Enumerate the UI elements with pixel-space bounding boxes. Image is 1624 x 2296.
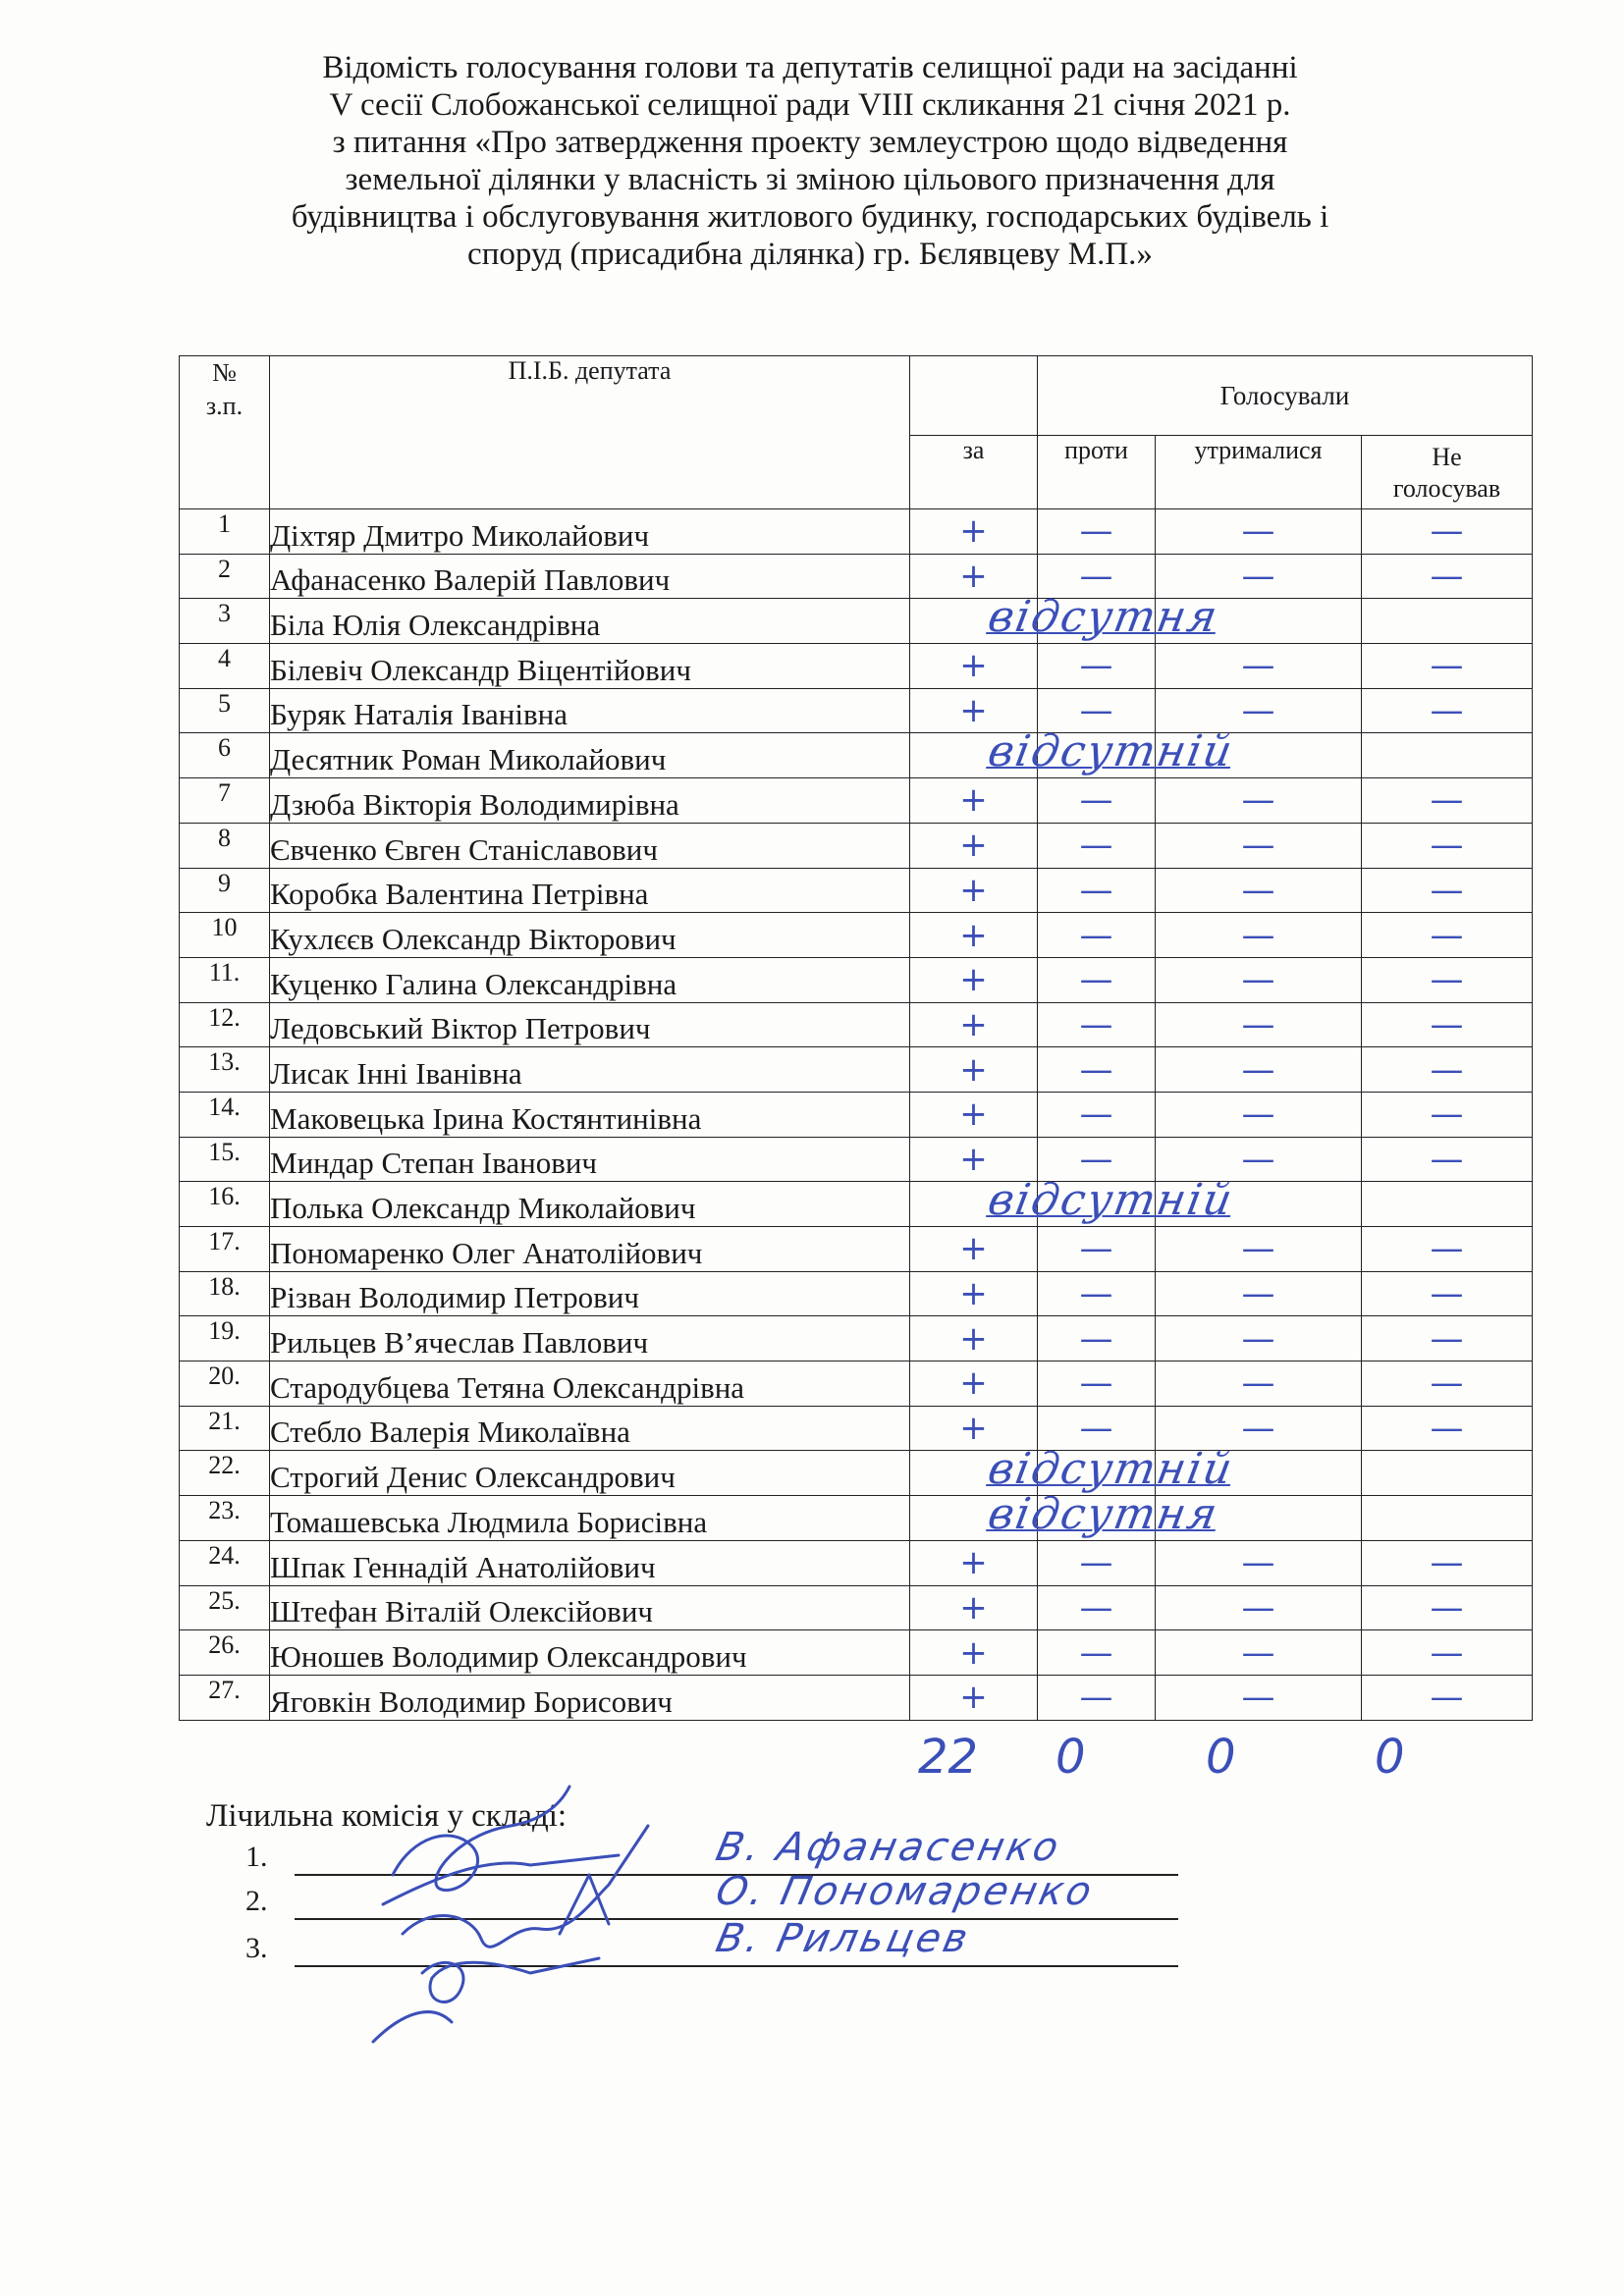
absence-note: відсутній: [984, 726, 1238, 777]
table-row: [180, 1137, 1533, 1182]
vote-not-voted-cell: —: [1362, 1227, 1533, 1272]
deputy-name: Миндар Степан Іванович: [270, 1137, 910, 1182]
vote-abstained-cell: —: [1156, 1092, 1362, 1137]
vote-against-cell: —: [1038, 644, 1156, 689]
table-row: [180, 913, 1533, 958]
vote-against-cell: —: [1038, 823, 1156, 868]
vote-not-voted-cell: —: [1362, 644, 1533, 689]
vote-not-voted-cell: —: [1362, 1630, 1533, 1676]
total-abstained: 0: [1206, 1730, 1236, 1785]
vote-not-voted-cell: —: [1362, 778, 1533, 824]
table-row: [180, 823, 1533, 868]
voting-rows: [180, 509, 1533, 1721]
row-number: 11.: [180, 957, 270, 1002]
table-row: [180, 1047, 1533, 1093]
header-not-voted: Не голосував: [1362, 436, 1533, 509]
total-for: 22: [918, 1730, 979, 1785]
member-number: 2.: [245, 1885, 268, 1917]
vote-abstained-cell: —: [1156, 1585, 1362, 1630]
vote-not-voted-cell: —: [1362, 957, 1533, 1002]
deputy-name: Ледовський Віктор Петрович: [270, 1002, 910, 1047]
deputy-name: Білевіч Олександр Віцентійович: [270, 644, 910, 689]
table-row: [180, 778, 1533, 824]
absence-note: відсутня: [984, 1489, 1223, 1540]
vote-not-voted-cell: [1362, 1182, 1533, 1227]
vote-not-voted-cell: [1362, 1496, 1533, 1541]
row-number: 8: [180, 823, 270, 868]
vote-abstained-cell: —: [1156, 1316, 1362, 1362]
member-signed-name: В. Рильцев: [712, 1916, 975, 1961]
vote-not-voted-cell: —: [1362, 1137, 1533, 1182]
vote-abstained-cell: —: [1156, 1271, 1362, 1316]
vote-not-voted-cell: —: [1362, 1406, 1533, 1451]
member-number: 3.: [245, 1932, 268, 1964]
table-row: [180, 1675, 1533, 1720]
vote-against-cell: [1038, 1496, 1156, 1541]
vote-not-voted-cell: —: [1362, 1271, 1533, 1316]
table-row: [180, 554, 1533, 599]
vote-abstained-cell: [1156, 1182, 1362, 1227]
header-voted: Голосували: [1038, 356, 1533, 436]
vote-for-cell: +: [910, 1630, 1038, 1676]
vote-against-cell: —: [1038, 1540, 1156, 1585]
vote-for-cell: +: [910, 957, 1038, 1002]
vote-abstained-cell: —: [1156, 1540, 1362, 1585]
vote-against-cell: —: [1038, 1092, 1156, 1137]
vote-for-cell: +: [910, 1540, 1038, 1585]
row-number: 15.: [180, 1137, 270, 1182]
deputy-name: Стебло Валерія Миколаївна: [270, 1406, 910, 1451]
vote-not-voted-cell: —: [1362, 868, 1533, 913]
deputy-name: Маковецька Ірина Костянтинівна: [270, 1092, 910, 1137]
vote-abstained-cell: —: [1156, 868, 1362, 913]
vote-against-cell: —: [1038, 1002, 1156, 1047]
member-signed-name: В. Афанасенко: [712, 1825, 1065, 1870]
row-number: 10: [180, 913, 270, 958]
title-line: V сесії Слобожанської селищної ради VIII скликання 21 січня 2021 р.: [329, 87, 1291, 123]
table-row: [180, 1362, 1533, 1407]
vote-not-voted-cell: —: [1362, 1675, 1533, 1720]
row-number: 3: [180, 599, 270, 644]
vote-abstained-cell: —: [1156, 1137, 1362, 1182]
vote-abstained-cell: —: [1156, 778, 1362, 824]
vote-abstained-cell: —: [1156, 957, 1362, 1002]
row-number: 5: [180, 688, 270, 733]
vote-against-cell: —: [1038, 1585, 1156, 1630]
row-number: 7: [180, 778, 270, 824]
title-line: споруд (присадибна ділянка) гр. Бєлявцеву М.П.»: [467, 237, 1153, 272]
table-row: [180, 733, 1533, 778]
deputy-name: Різван Володимир Петрович: [270, 1271, 910, 1316]
vote-not-voted-cell: —: [1362, 1316, 1533, 1362]
header-for: за: [910, 436, 1038, 509]
row-number: 19.: [180, 1316, 270, 1362]
vote-against-cell: —: [1038, 957, 1156, 1002]
row-number: 14.: [180, 1092, 270, 1137]
document-title: [177, 49, 1443, 273]
vote-abstained-cell: [1156, 599, 1362, 644]
vote-abstained-cell: —: [1156, 823, 1362, 868]
vote-for-cell: +: [910, 554, 1038, 599]
vote-abstained-cell: —: [1156, 1675, 1362, 1720]
member-number: 1.: [245, 1841, 268, 1873]
deputy-name: Євченко Євген Станіславович: [270, 823, 910, 868]
vote-abstained-cell: —: [1156, 913, 1362, 958]
deputy-name: Яговкін Володимир Борисович: [270, 1675, 910, 1720]
vote-for-cell: [910, 726, 1238, 778]
table-row: [180, 1227, 1533, 1272]
vote-not-voted-cell: —: [1362, 913, 1533, 958]
table-row: [180, 1182, 1533, 1227]
vote-against-cell: —: [1038, 868, 1156, 913]
table-row: [180, 1540, 1533, 1585]
absence-note: відсутня: [984, 592, 1223, 643]
header-number: № з.п.: [180, 356, 270, 509]
vote-against-cell: —: [1038, 778, 1156, 824]
vote-not-voted-cell: —: [1362, 1002, 1533, 1047]
vote-for-cell: [910, 1489, 1223, 1541]
table-row: [180, 1271, 1533, 1316]
deputy-name: Куценко Галина Олександрівна: [270, 957, 910, 1002]
vote-for-cell: +: [910, 1316, 1038, 1362]
row-number: 24.: [180, 1540, 270, 1585]
total-not-voted: 0: [1375, 1730, 1405, 1785]
vote-for-cell: +: [910, 1092, 1038, 1137]
deputy-name: Десятник Роман Миколайович: [270, 733, 910, 778]
vote-against-cell: [1038, 1182, 1156, 1227]
row-number: 25.: [180, 1585, 270, 1630]
row-number: 12.: [180, 1002, 270, 1047]
header-abstained: утрималися: [1156, 436, 1362, 509]
vote-against-cell: —: [1038, 913, 1156, 958]
deputy-name: Строгий Денис Олександрович: [270, 1451, 910, 1496]
table-row: [180, 1002, 1533, 1047]
deputy-name: Дзюба Вікторія Володимирівна: [270, 778, 910, 824]
row-number: 27.: [180, 1675, 270, 1720]
deputy-name: Пономаренко Олег Анатолійович: [270, 1227, 910, 1272]
vote-against-cell: —: [1038, 688, 1156, 733]
title-line: будівництва і обслуговування житлового будинку, господарських будівель і: [291, 199, 1329, 235]
vote-for-cell: +: [910, 1271, 1038, 1316]
vote-not-voted-cell: —: [1362, 1047, 1533, 1093]
vote-abstained-cell: —: [1156, 509, 1362, 555]
vote-against-cell: —: [1038, 1675, 1156, 1720]
vote-abstained-cell: —: [1156, 1227, 1362, 1272]
vote-against-cell: —: [1038, 1406, 1156, 1451]
deputy-name: Штефан Віталій Олексійович: [270, 1585, 910, 1630]
header-blank: [910, 356, 1038, 436]
absence-note: відсутній: [984, 1175, 1238, 1226]
vote-for-cell: +: [910, 1047, 1038, 1093]
vote-not-voted-cell: —: [1362, 1092, 1533, 1137]
title-line: з питання «Про затвердження проекту землеустрою щодо відведення: [332, 125, 1288, 160]
commission-label: Лічильна комісія у складі:: [206, 1798, 568, 1834]
deputy-name: Коробка Валентина Петрівна: [270, 868, 910, 913]
title-line: Відомість голосування голови та депутатів селищної ради на засіданні: [322, 50, 1298, 85]
table-row: [180, 1630, 1533, 1676]
vote-not-voted-cell: —: [1362, 1585, 1533, 1630]
vote-for-cell: +: [910, 1227, 1038, 1272]
vote-for-cell: +: [910, 823, 1038, 868]
vote-for-cell: +: [910, 644, 1038, 689]
vote-not-voted-cell: —: [1362, 823, 1533, 868]
vote-against-cell: —: [1038, 1362, 1156, 1407]
table-row: [180, 1496, 1533, 1541]
row-number: 4: [180, 644, 270, 689]
table-row: [180, 1316, 1533, 1362]
vote-against-cell: —: [1038, 1047, 1156, 1093]
vote-not-voted-cell: —: [1362, 688, 1533, 733]
table-row: [180, 868, 1533, 913]
total-against: 0: [1056, 1730, 1086, 1785]
vote-abstained-cell: —: [1156, 688, 1362, 733]
header-name: П.І.Б. депутата: [270, 356, 910, 509]
row-number: 22.: [180, 1451, 270, 1496]
table-row: [180, 1585, 1533, 1630]
vote-abstained-cell: —: [1156, 554, 1362, 599]
vote-for-cell: [910, 1175, 1238, 1227]
vote-against-cell: —: [1038, 509, 1156, 555]
vote-abstained-cell: [1156, 733, 1362, 778]
handwritten-signatures: [363, 1767, 677, 2052]
row-number: 23.: [180, 1496, 270, 1541]
vote-not-voted-cell: [1362, 733, 1533, 778]
vote-not-voted-cell: —: [1362, 1362, 1533, 1407]
deputy-name: Буряк Наталія Іванівна: [270, 688, 910, 733]
header-against: проти: [1038, 436, 1156, 509]
vote-abstained-cell: —: [1156, 1630, 1362, 1676]
deputy-name: Рильцев В’ячеслав Павлович: [270, 1316, 910, 1362]
member-signed-name: О. Пономаренко: [712, 1869, 1099, 1914]
deputy-name: Біла Юлія Олександрівна: [270, 599, 910, 644]
vote-for-cell: [910, 592, 1223, 644]
table-row: [180, 1092, 1533, 1137]
vote-against-cell: —: [1038, 1316, 1156, 1362]
vote-abstained-cell: —: [1156, 1002, 1362, 1047]
row-number: 26.: [180, 1630, 270, 1676]
vote-for-cell: +: [910, 1137, 1038, 1182]
deputy-name: Томашевська Людмила Борисівна: [270, 1496, 910, 1541]
vote-abstained-cell: —: [1156, 1362, 1362, 1407]
table-row: [180, 509, 1533, 555]
row-number: 9: [180, 868, 270, 913]
table-row: [180, 688, 1533, 733]
vote-for-cell: +: [910, 778, 1038, 824]
vote-not-voted-cell: —: [1362, 509, 1533, 555]
deputy-name: Стародубцева Тетяна Олександрівна: [270, 1362, 910, 1407]
vote-for-cell: +: [910, 868, 1038, 913]
deputy-name: Полька Олександр Миколайович: [270, 1182, 910, 1227]
deputy-name: Кухлєєв Олександр Вікторович: [270, 913, 910, 958]
row-number: 6: [180, 733, 270, 778]
deputy-name: Діхтяр Дмитро Миколайович: [270, 509, 910, 555]
vote-against-cell: —: [1038, 1630, 1156, 1676]
title-line: земельної ділянки у власність зі зміною цільового призначення для: [345, 162, 1275, 197]
vote-not-voted-cell: [1362, 1451, 1533, 1496]
deputy-name: Шпак Геннадій Анатолійович: [270, 1540, 910, 1585]
deputy-name: Юношев Володимир Олександрович: [270, 1630, 910, 1676]
table-row: [180, 1451, 1533, 1496]
vote-for-cell: +: [910, 913, 1038, 958]
vote-abstained-cell: —: [1156, 1406, 1362, 1451]
table-row: [180, 957, 1533, 1002]
row-number: 18.: [180, 1271, 270, 1316]
vote-abstained-cell: [1156, 1496, 1362, 1541]
row-number: 13.: [180, 1047, 270, 1093]
absence-note: відсутній: [984, 1444, 1238, 1495]
vote-for-cell: +: [910, 1362, 1038, 1407]
table-row: [180, 599, 1533, 644]
voting-table: [179, 355, 1533, 1721]
vote-against-cell: —: [1038, 1227, 1156, 1272]
table-row: [180, 1406, 1533, 1451]
row-number: 21.: [180, 1406, 270, 1451]
row-number: 2: [180, 554, 270, 599]
deputy-name: Афанасенко Валерій Павлович: [270, 554, 910, 599]
vote-for-cell: +: [910, 1585, 1038, 1630]
row-number: 16.: [180, 1182, 270, 1227]
vote-not-voted-cell: [1362, 599, 1533, 644]
deputy-name: Лисак Інні Іванівна: [270, 1047, 910, 1093]
row-number: 17.: [180, 1227, 270, 1272]
vote-against-cell: —: [1038, 1271, 1156, 1316]
row-number: 20.: [180, 1362, 270, 1407]
vote-against-cell: —: [1038, 1137, 1156, 1182]
table-row: [180, 644, 1533, 689]
vote-not-voted-cell: —: [1362, 554, 1533, 599]
vote-for-cell: +: [910, 1675, 1038, 1720]
vote-against-cell: —: [1038, 554, 1156, 599]
vote-not-voted-cell: —: [1362, 1540, 1533, 1585]
vote-for-cell: +: [910, 1002, 1038, 1047]
vote-against-cell: [1038, 599, 1156, 644]
vote-for-cell: +: [910, 688, 1038, 733]
vote-abstained-cell: —: [1156, 1047, 1362, 1093]
vote-against-cell: [1038, 733, 1156, 778]
vote-for-cell: +: [910, 509, 1038, 555]
vote-for-cell: +: [910, 1406, 1038, 1451]
vote-abstained-cell: —: [1156, 644, 1362, 689]
row-number: 1: [180, 509, 270, 555]
